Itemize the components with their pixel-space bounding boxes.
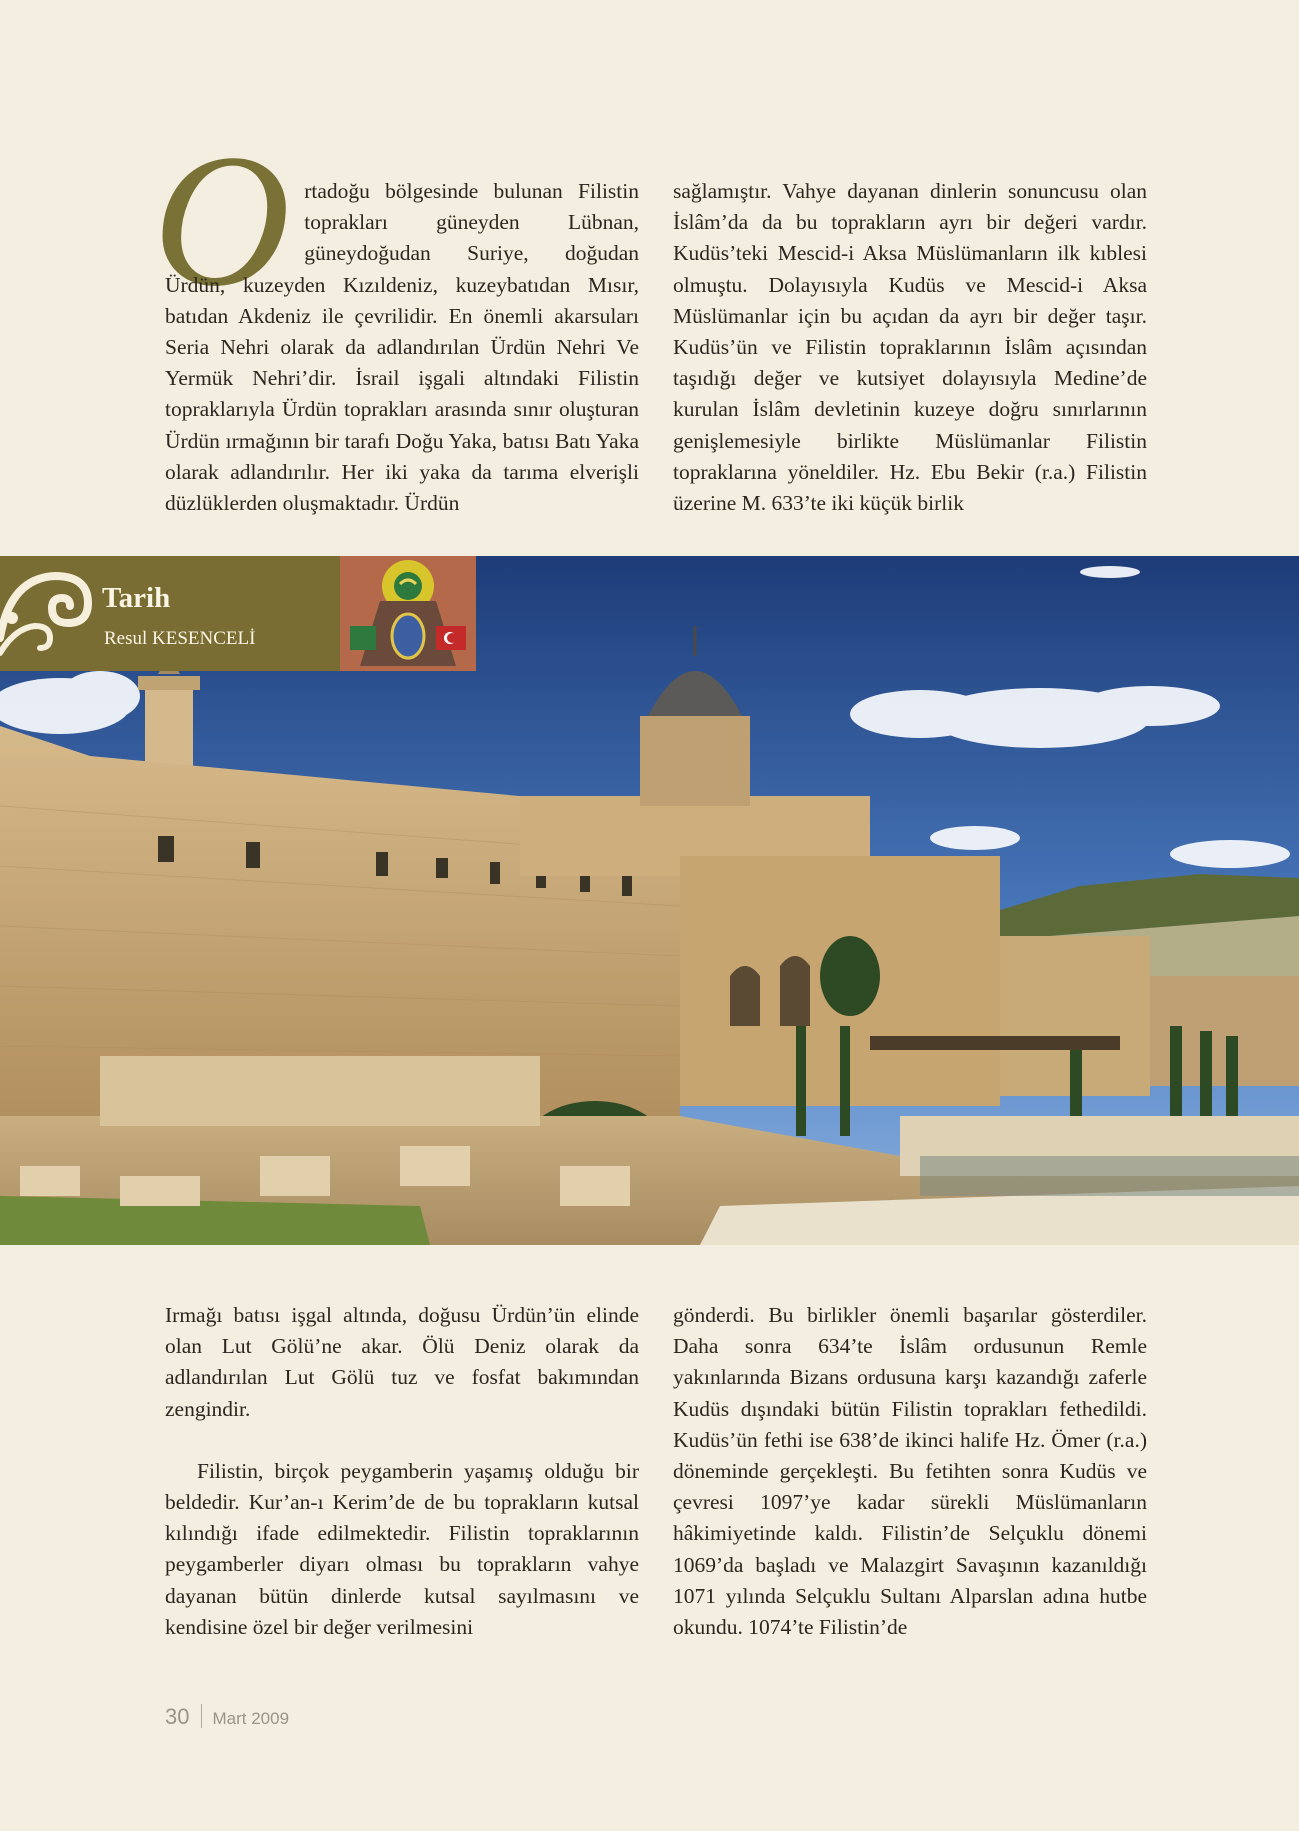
page-number: 30 [165, 1704, 190, 1729]
drop-cap: O [153, 116, 291, 326]
ornament-icon [0, 568, 95, 663]
author-name: Resul KESENCELİ [104, 628, 256, 649]
column-bottom-left [165, 1300, 639, 1643]
column-bottom-right [673, 1300, 1147, 1643]
paragraph: Filistin, birçok peygamberin yaşamış olduğu bir beldedir. Kur’an-ı Kerim’de de bu toprakların kutsal kılındığı ifade edilmektedir. Filistin topraklarının peygamberler diyarı olması bu toprakların vahye dayanan bütün dinlerde kutsal sayılmasını ve kendisine özel bir değer verilmesini [165, 1458, 639, 1639]
column-top-left [153, 116, 639, 519]
ottoman-coat-of-arms-icon [340, 556, 476, 671]
paragraph: gönderdi. Bu birlikler önemli başarılar gösterdiler. Daha sonra 634’te İslâm ordusunun Remle yakınlarında Bizans ordusuna karşı kazandığı zaferle Kudüs dışındaki bütün Filistin toprakları fethedildi. Kudüs’ün fethi ise 638’de ikinci halife Hz. Ömer (r.a.) döneminde gerçekleşti. Bu fetihten sonra Kudüs ve çevresi 1097’ye kadar sürekli Müslümanların hâkimiyetinde kaldı. Filistin’de Selçuklu dönemi 1069’da başladı ve Malazgirt Savaşının kazanıldığı 1071 yılında Selçuklu Sultanı Alparslan adına hutbe okundu. 1074’te Filistin’de [673, 1303, 1147, 1640]
paragraph-intro: rtadoğu bölgesinde bulunan Filistin toprakları güneyden Lübnan, güneydoğudan Suriye, doğudan Ürdün, kuzeyden Kızıldeniz, kuzeybatıdan Mısır, batıdan Akdeniz ile çevrilidir. En önemli akarsuları Seria Nehri olarak da adlandırılan Ürdün Nehri Ve Yermük Nehri’dir. İsrail işgali altındaki Filistin topraklarıyla Ürdün toprakları arasında sınır oluşturan Ürdün ırmağının bir tarafı Doğu Yaka, batısı Batı Yaka olarak adlandırılır. Her iki yaka da tarıma elverişli düzlüklerden oluşmaktadır. Ürdün [165, 179, 639, 516]
section-title: Tarih [102, 582, 171, 614]
paragraph: sağlamıştır. Vahye dayanan dinlerin sonuncusu olan İslâm’da da bu toprakların ayrı bir değeri vardır. Kudüs’teki Mescid-i Aksa Müslümanların ilk kıblesi olmuştu. Dolayısıyla Kudüs ve Mescid-i Aksa Müslümanlar için bu açıdan da ayrı bir değer taşır. Kudüs’ün ve Filistin topraklarının İslâm açısından taşıdığı değer ve kutsiyet dolayısıyla Medine’de kurulan İslâm devletinin kuzeye doğru sınırlarının genişlemesiyle birlikte Müslümanlar Filistin topraklarına yöneldiler. Hz. Ebu Bekir (r.a.) Filistin üzerine M. 633’te iki küçük birlik [673, 179, 1147, 516]
paragraph: Irmağı batısı işgal altında, doğusu Ürdün’ün elinde olan Lut Gölü’ne akar. Ölü Deniz olarak da adlandırılan Lut Gölü tuz ve fosfat bakımından zengindir. [165, 1303, 639, 1421]
column-top-right [673, 176, 1147, 519]
issue-date: Mart 2009 [212, 1709, 290, 1728]
page-footer [165, 1704, 289, 1730]
footer-divider [201, 1704, 202, 1728]
